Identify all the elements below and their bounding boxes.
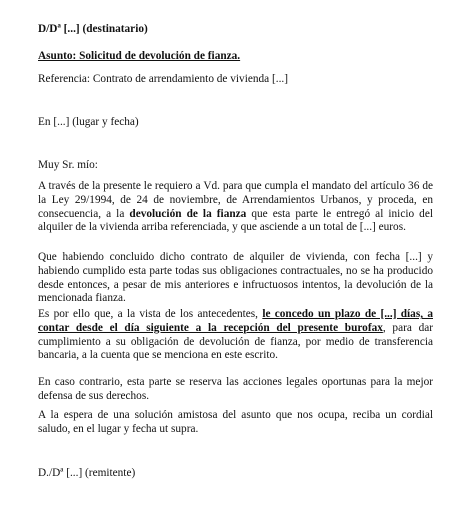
paragraph-5: A la espera de una solución amistosa del asunto que nos ocupa, reciba un cordial saludo, en el lugar y fecha ut supra. <box>38 409 433 435</box>
paragraph-1-emphasis: devolución de la fianza <box>129 207 247 220</box>
paragraph-3-text-a: Es por ello que, a la vista de los antecedentes, <box>38 308 263 320</box>
paragraph-1-text-a: A través de la presente le requiero a Vd. para que cumpla el mandato del artículo 36 de la Ley 29/1994, de 24 de noviembre, de Arrendamientos Urbanos, y proceda, en consecuencia, a la <box>38 180 433 220</box>
paragraph-1 <box>38 180 433 235</box>
paragraph-4: En caso contrario, esta parte se reserva las acciones legales oportunas para la mejor defensa de sus derechos. <box>38 376 433 402</box>
paragraph-3 <box>38 308 433 363</box>
sender-line: D./Dª [...] (remitente) <box>38 467 136 479</box>
subject-line: Asunto: Solicitud de devolución de fianza. <box>38 50 241 62</box>
paragraph-1-text-b: que esta parte le entregó al inicio del alquiler de la vivienda arriba referenciada, y que asciende a un total de [...] euros. <box>38 207 433 234</box>
paragraph-2: Que habiendo concluido dicho contrato de alquiler de vivienda, con fecha [...] y habiendo cumplido esta parte todas sus obligaciones contractuales, no se ha producido desde entonces, a pesar de mis anteriores e infructuosos intentos, la devolución de la mencionada fianza. <box>38 251 433 305</box>
place-date-line: En [...] (lugar y fecha) <box>38 116 139 128</box>
recipient-line: D/Dª [...] (destinatario) <box>38 23 148 35</box>
paragraph-3-text-b: , para dar cumplimiento a su obligación de devolución de fianza, por medio de transferencia bancaria, a la cuenta que se menciona en este escrito. <box>38 321 433 362</box>
paragraph-3-emphasis: le concedo un plazo de [...] días, a contar desde el día siguiente a la recepción del presente burofax <box>38 308 433 334</box>
salutation: Muy Sr. mío: <box>38 159 98 171</box>
reference-line: Referencia: Contrato de arrendamiento de vivienda [...] <box>38 73 288 85</box>
